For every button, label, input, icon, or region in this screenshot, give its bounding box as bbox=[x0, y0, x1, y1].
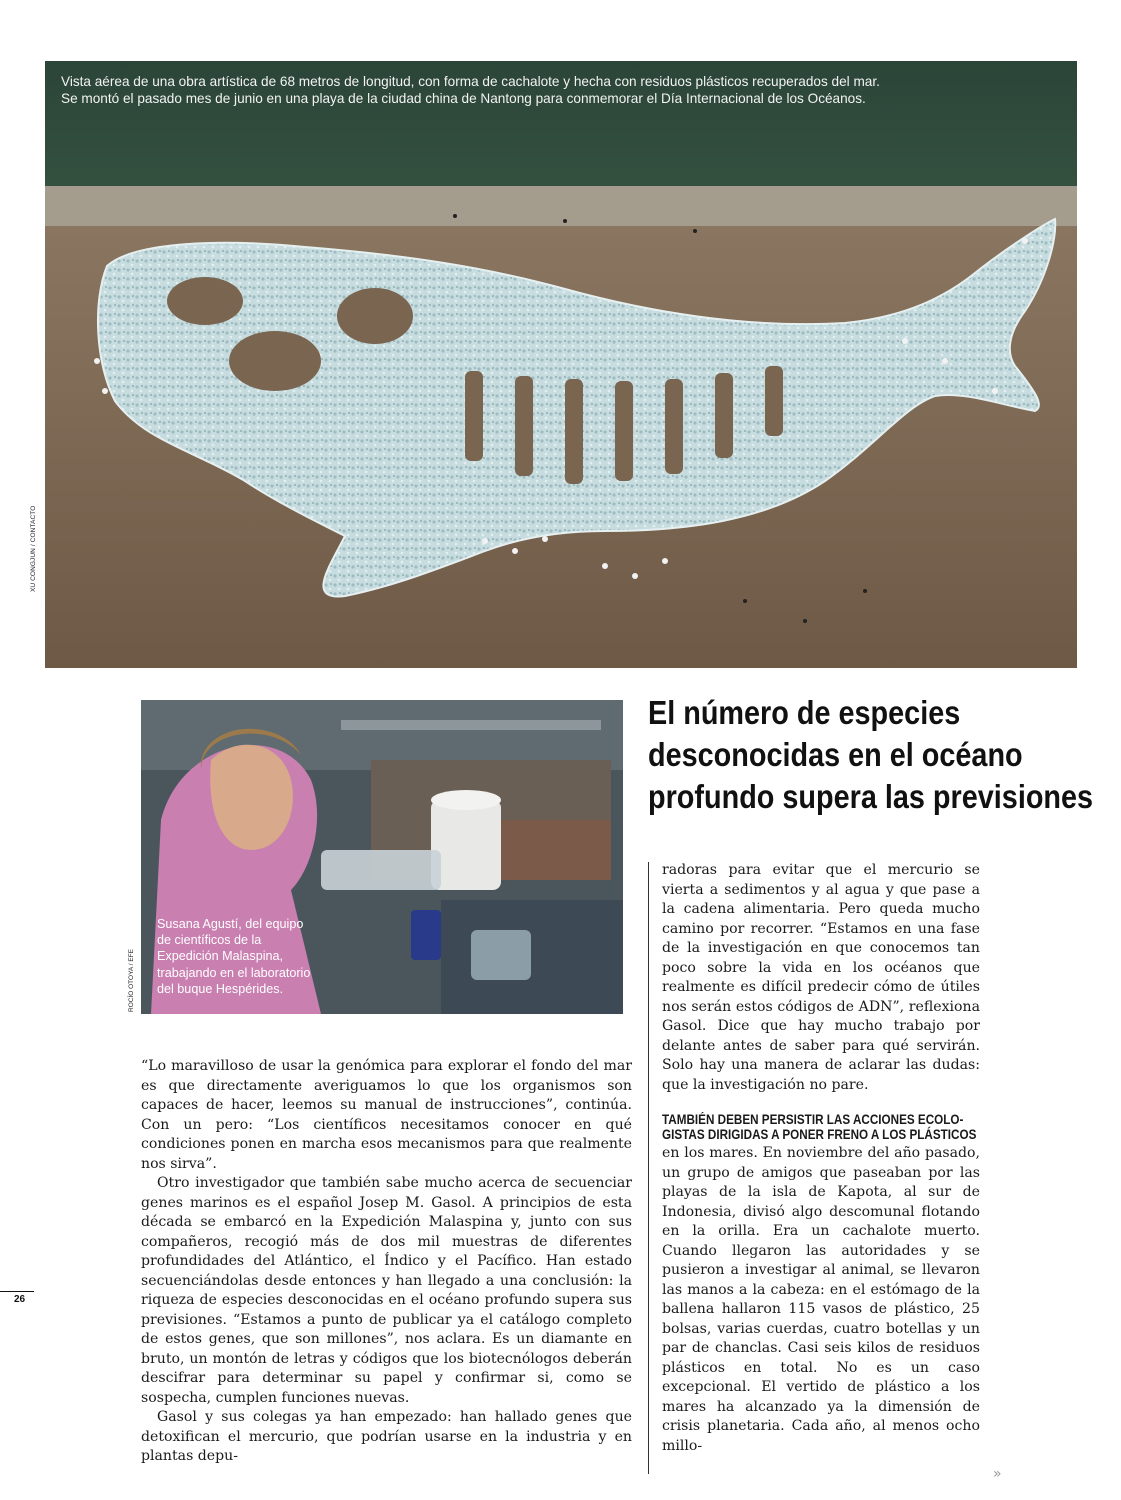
right-column bbox=[662, 861, 980, 1456]
top-caption-line2: Se montó el pasado mes de junio en una playa de la ciudad china de Nantong para conmemorar el Día Internacional de los Océanos. bbox=[61, 91, 866, 106]
right-paragraph-2: en los mares. En noviembre del año pasado, un grupo de amigos que paseaban por las playas de la isla de Kapota, al sur de Indonesia, divisó algo descomunal flotando en la orilla. Era un cachalote muerto. Cuando llegaron las autoridades y se pusieron a investigar al animal, se llevaron las manos a la cabeza: en el estómago de la ballena hallaron 115 vasos de plástico, 25 bolsas, varias cuerdas, cuatro botellas y un par de chanclas. Casi seis kilos de residuos plásticos en total. No es un caso excepcional. El vertido de plástico a los mares ha alcanzado ya la dimensión de crisis planetaria. Cada año, al menos ocho millo- bbox=[662, 1145, 980, 1454]
left-paragraph-3: Gasol y sus colegas ya han empezado: han hallado genes que detoxifican el mercurio, que podrían usarse en la industria y en plantas depu- bbox=[141, 1409, 632, 1464]
headline-line2: desconocidas en el océano bbox=[648, 737, 1023, 774]
aerial-whale-photo bbox=[45, 61, 1077, 668]
folio-rule bbox=[0, 1291, 34, 1292]
page-number: 26 bbox=[14, 1294, 26, 1305]
lab-photo bbox=[141, 700, 623, 1014]
continue-arrow-icon: » bbox=[993, 1466, 1002, 1482]
aerial-whale-illustration bbox=[45, 61, 1077, 668]
top-photo-credit: XU CONGJUN / CONTACTO bbox=[30, 505, 37, 592]
left-paragraph-2: Otro investigador que también sabe mucho acerca de secuenciar genes marinos es el español Josep M. Gasol. A principios de esta década se embarcó en la Expedición Malaspina y, junto con sus compañeros, recogió más de dos mil muestras de diferentes profundidades del Atlántico, el Índico y el Pacífico. Han estado secuenciándolas desde entonces y han llegado a una conclusión: la riqueza de especies desconocidas en el océano profundo supera sus previsiones. “Estamos a punto de publicar ya el catálogo completo de estos genes, que son millones”, nos aclara. Es un diamante en bruto, un montón de letras y códigos que los biotecnólogos deberán descifrar para determinar su papel y confirmar si, como se sospecha, cumplen funciones nuevas. bbox=[141, 1175, 632, 1406]
top-caption-line1: Vista aérea de una obra artística de 68 metros de longitud, con forma de cachalote y hecha con residuos plásticos recuperados del mar. bbox=[61, 74, 880, 89]
top-photo-caption bbox=[61, 73, 1061, 107]
shoreline bbox=[45, 186, 1077, 226]
column-rule bbox=[648, 862, 649, 1474]
left-paragraph-1: “Lo maravilloso de usar la genómica para explorar el fondo del mar es que directamente averiguamos lo que los organismos son capaces de hacer, leemos su manual de instrucciones”, continúa. Con un pero: “Los científicos necesitamos conocer en qué condiciones ponen en marcha esos mecanismos para que realmente nos sirva”. bbox=[141, 1058, 632, 1172]
lead-caps-line2: GISTAS DIRIGIDAS A PONER FRENO A LOS PLÁSTICOS bbox=[662, 1127, 977, 1142]
headline-line3: profundo supera las previsiones bbox=[648, 779, 1094, 816]
lab-photo-credit: ROCÍO OTOYA / EFE bbox=[128, 949, 135, 1012]
headline-line1: El número de especies bbox=[648, 695, 961, 732]
lab-photo-caption: Susana Agustí, del equipo de científicos de la Expedición Malaspina, trabajando en el laboratorio del buque Hespérides. bbox=[157, 917, 311, 996]
article-headline bbox=[648, 693, 1094, 819]
section-lead-caps bbox=[662, 1112, 982, 1142]
left-column bbox=[141, 1057, 632, 1467]
lead-caps-line1: TAMBIÉN DEBEN PERSISTIR LAS ACCIONES ECOLO- bbox=[662, 1112, 964, 1127]
right-paragraph-1: radoras para evitar que el mercurio se vierta a sedimentos y al agua y que pase a la cadena alimentaria. Pero queda mucho camino por recorrer. “Estamos en una fase de la investigación en que conocemos tan poco sobre la vida en los océanos que realmente es difícil predecir cómo de útiles nos serán estos códigos de ADN”, reflexiona Gasol. Dice que hay mucho trabajo por delante antes de saber para qué servirán. Solo hay una manera de aclarar las dudas: que la investigación no pare. bbox=[662, 862, 980, 1093]
